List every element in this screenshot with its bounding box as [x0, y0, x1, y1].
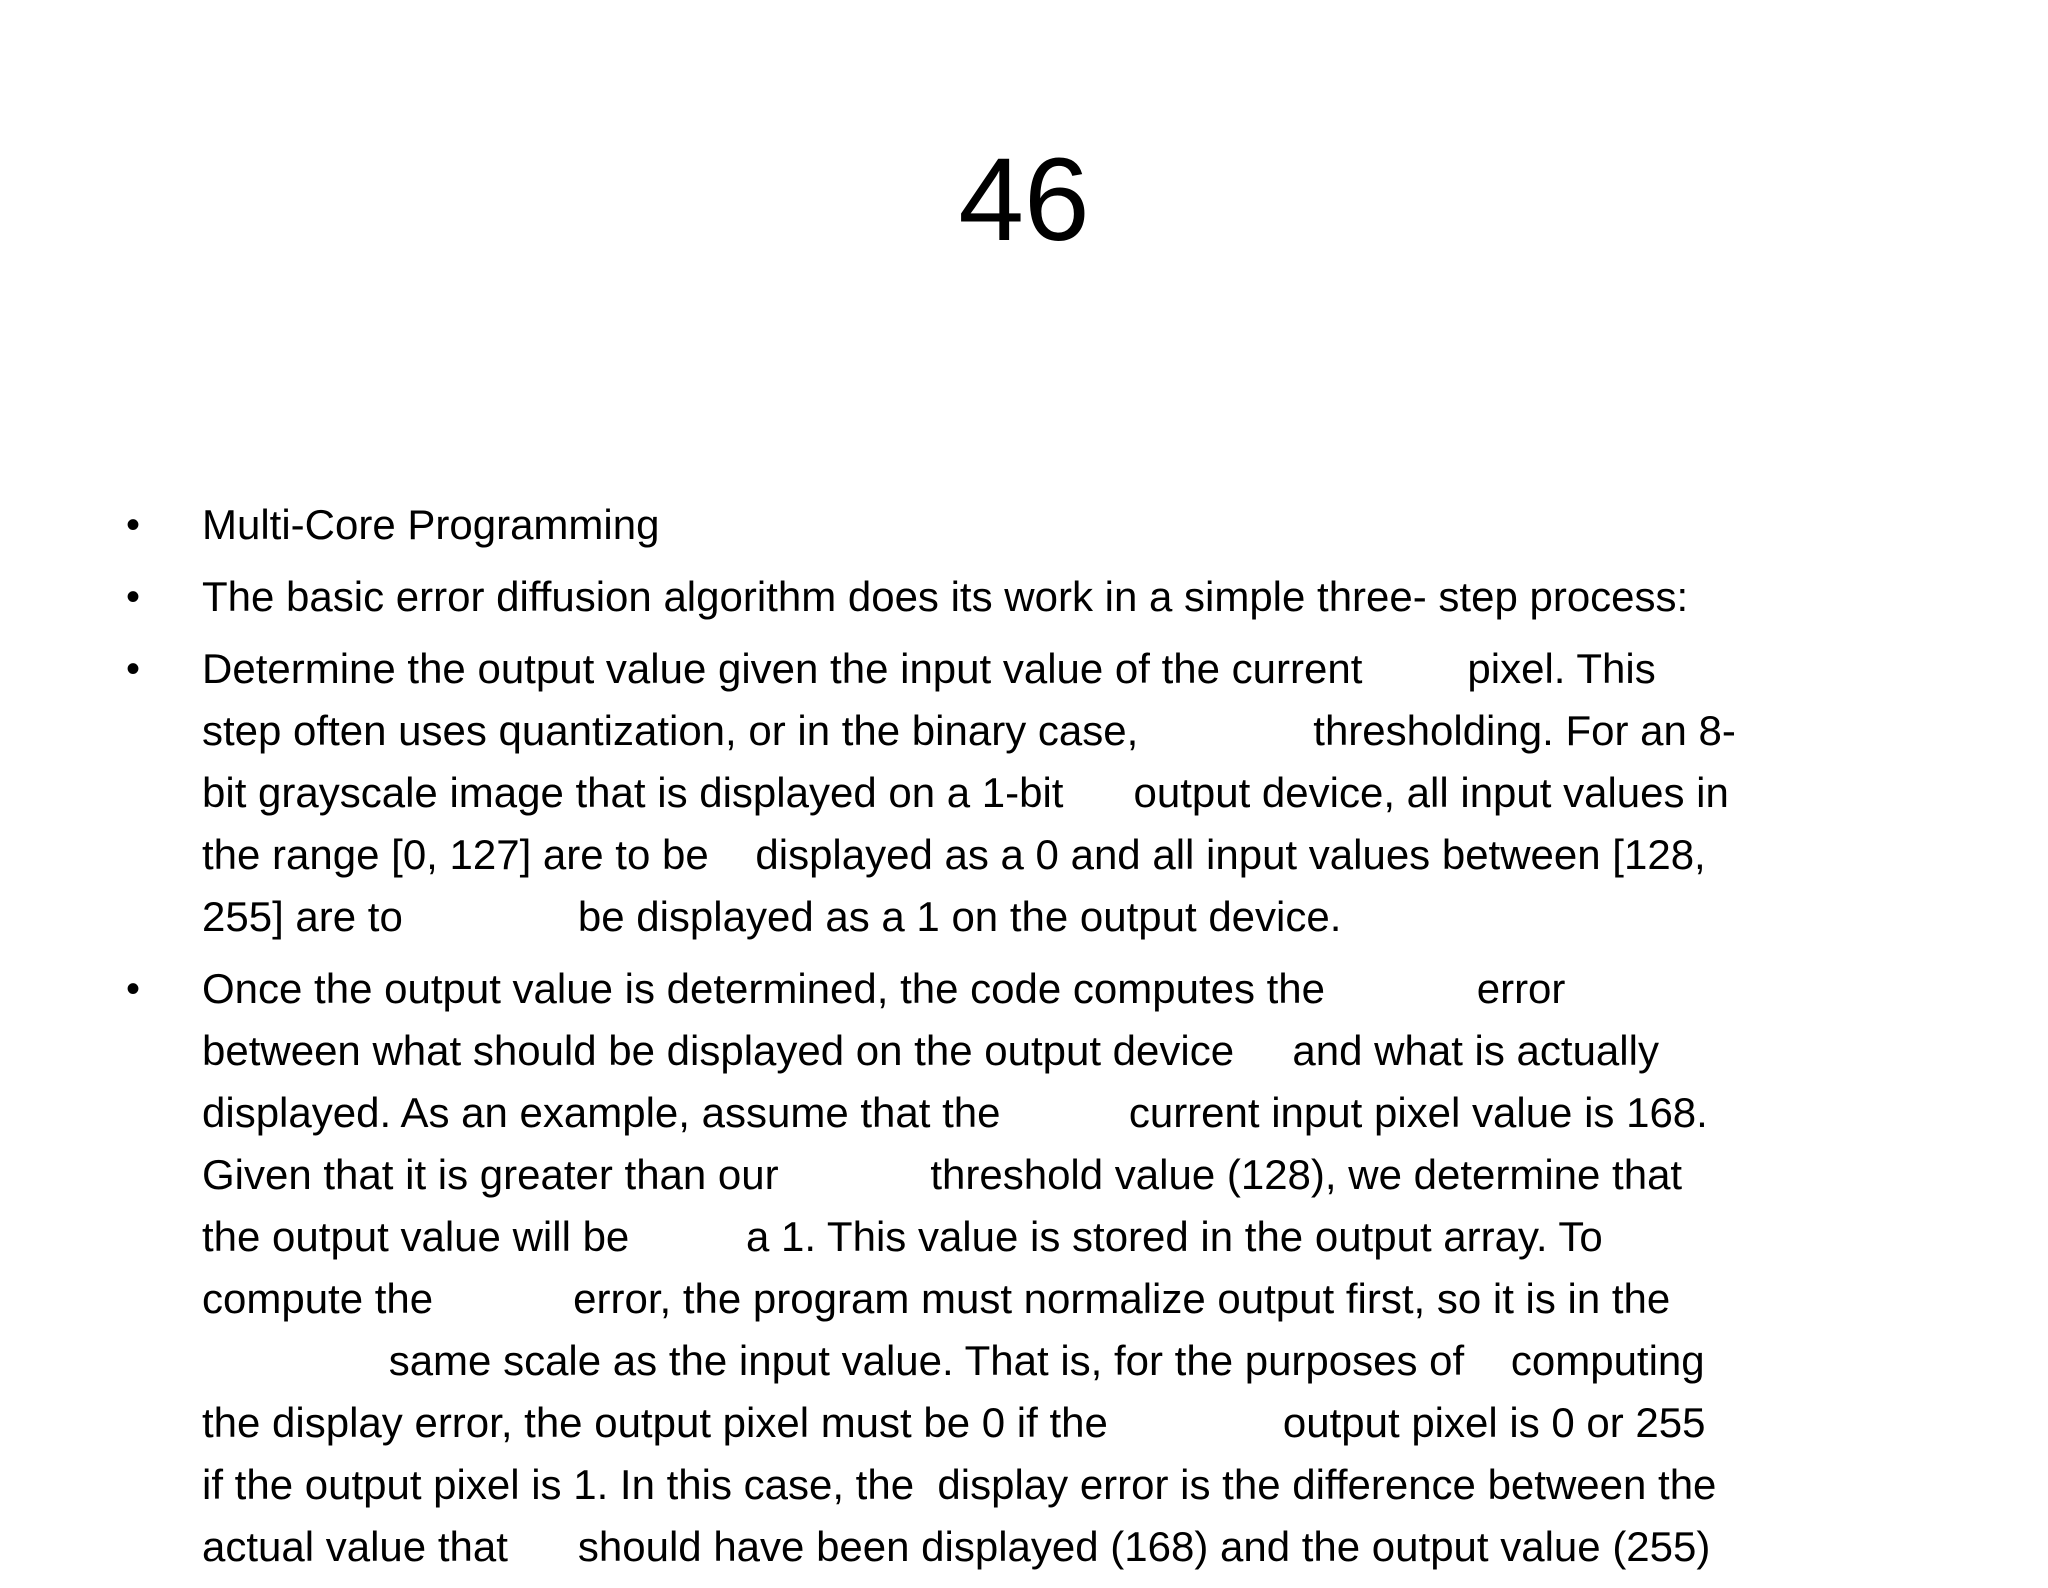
bullet-line: compute the error, the program must normalize output first, so it is in the: [202, 1275, 1671, 1322]
bullet-icon: •: [126, 575, 141, 619]
bullet-item: [120, 958, 1970, 1578]
bullet-item: [120, 566, 1970, 628]
bullet-line: the output value will be a 1. This value is stored in the output array. To: [202, 1213, 1603, 1260]
bullet-icon: •: [126, 503, 141, 547]
bullet-line: Determine the output value given the input value of the current pixel. This: [202, 645, 1656, 692]
bullet-line: the range [0, 127] are to be displayed as a 0 and all input values between [128,: [202, 831, 1706, 878]
bullet-line: if the output pixel is 1. In this case, the display error is the difference between the: [202, 1461, 1717, 1508]
bullet-line: actual value that should have been displayed (168) and the output value (255): [202, 1523, 1711, 1570]
bullet-item: [120, 638, 1970, 948]
bullet-icon: •: [126, 967, 141, 1011]
bullet-line: between what should be displayed on the output device and what is actually: [202, 1027, 1659, 1074]
bullet-line: Once the output value is determined, the code computes the error: [202, 965, 1566, 1012]
bullet-line: 255] are to be displayed as a 1 on the output device.: [202, 893, 1342, 940]
bullet-icon: •: [126, 647, 141, 691]
bullet-line: the display error, the output pixel must be 0 if the output pixel is 0 or 255: [202, 1399, 1706, 1446]
slide-title: 46: [958, 134, 1090, 266]
bullet-line: Multi-Core Programming: [202, 501, 660, 548]
bullet-line: same scale as the input value. That is, for the purposes of computing: [202, 1337, 1705, 1384]
bullet-item: [120, 494, 1970, 556]
bullet-list: [120, 494, 1970, 1588]
bullet-line: displayed. As an example, assume that the current input pixel value is 168.: [202, 1089, 1708, 1136]
bullet-line: The basic error diffusion algorithm does its work in a simple three- step process:: [202, 573, 1689, 620]
bullet-line: Given that it is greater than our threshold value (128), we determine that: [202, 1151, 1683, 1198]
bullet-line: bit grayscale image that is displayed on a 1-bit output device, all input values in: [202, 769, 1729, 816]
bullet-line: step often uses quantization, or in the binary case, thresholding. For an 8-: [202, 707, 1736, 754]
